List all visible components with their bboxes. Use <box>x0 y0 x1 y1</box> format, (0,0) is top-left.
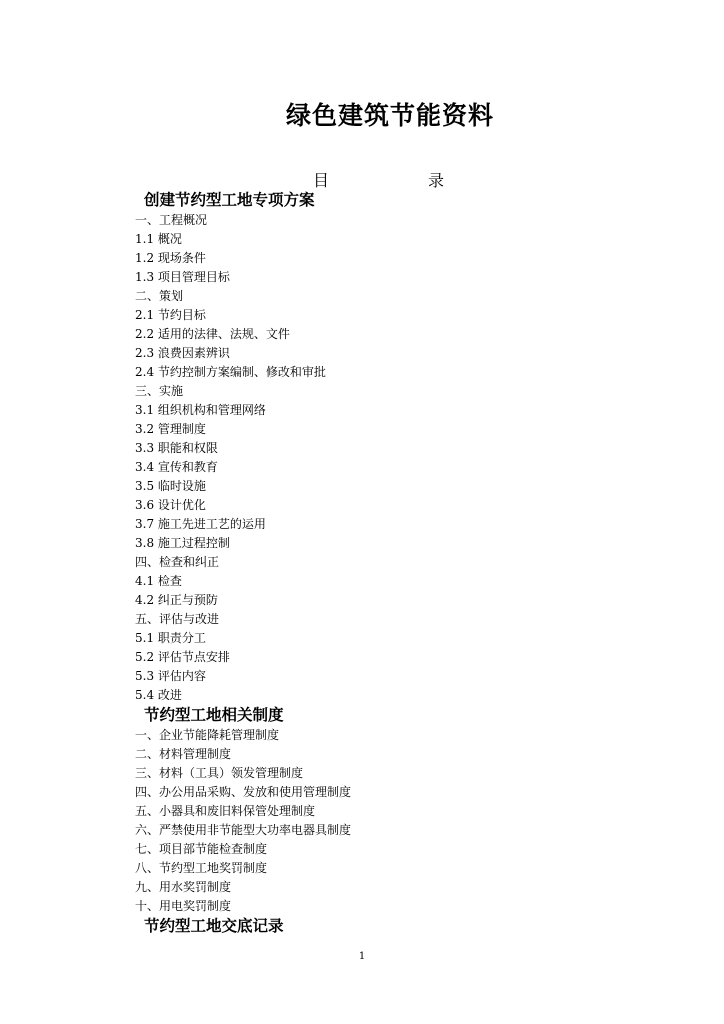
document-title: 绿色建筑节能资料 <box>285 101 494 130</box>
toc-item: 2.1 节约目标 <box>135 308 206 322</box>
section-title: 节约型工地相关制度 <box>144 706 284 724</box>
toc-item: 5.1 职责分工 <box>135 631 206 645</box>
toc-heading-char-1: 目 <box>313 171 330 190</box>
toc-item: 1.2 现场条件 <box>135 251 206 265</box>
table-of-contents <box>0 190 724 937</box>
section-title: 节约型工地交底记录 <box>144 917 284 935</box>
toc-item: 5.2 评估节点安排 <box>135 650 230 664</box>
toc-item: 十、用电奖罚制度 <box>135 899 232 913</box>
toc-item: 5.3 评估内容 <box>135 669 206 683</box>
toc-item: 3.8 施工过程控制 <box>135 536 230 550</box>
toc-item: 四、办公用品采购、发放和使用管理制度 <box>135 785 352 799</box>
toc-item: 3.2 管理制度 <box>135 422 206 436</box>
toc-item: 1.3 项目管理目标 <box>135 270 230 284</box>
section-item-list <box>0 211 724 705</box>
section-title: 创建节约型工地专项方案 <box>144 191 315 209</box>
section-item-list <box>0 726 724 916</box>
toc-item: 2.4 节约控制方案编制、修改和审批 <box>135 365 326 379</box>
toc-heading <box>0 168 724 190</box>
toc-item: 4.1 检查 <box>135 574 182 588</box>
toc-item: 3.1 组织机构和管理网络 <box>135 403 266 417</box>
toc-item: 3.7 施工先进工艺的运用 <box>135 517 266 531</box>
toc-item: 三、实施 <box>135 384 184 398</box>
toc-item: 1.1 概况 <box>135 232 182 246</box>
toc-item: 一、工程概况 <box>135 213 208 227</box>
toc-item: 四、检查和纠正 <box>135 555 220 569</box>
toc-heading-char-2: 录 <box>428 171 445 190</box>
toc-item: 五、小器具和废旧料保管处理制度 <box>135 804 316 818</box>
toc-item: 六、严禁使用非节能型大功率电器具制度 <box>135 823 352 837</box>
toc-item: 5.4 改进 <box>135 688 182 702</box>
toc-item: 3.3 职能和权限 <box>135 441 218 455</box>
toc-item: 三、材料（工具）领发管理制度 <box>135 766 304 780</box>
toc-item: 3.4 宣传和教育 <box>135 460 218 474</box>
toc-item: 九、用水奖罚制度 <box>135 880 232 894</box>
toc-item: 五、评估与改进 <box>135 612 220 626</box>
toc-item: 2.3 浪费因素辨识 <box>135 346 230 360</box>
toc-item: 4.2 纠正与预防 <box>135 593 218 607</box>
toc-item: 3.5 临时设施 <box>135 479 206 493</box>
toc-item: 一、企业节能降耗管理制度 <box>135 728 280 742</box>
toc-item: 七、项目部节能检查制度 <box>135 842 268 856</box>
toc-item: 二、材料管理制度 <box>135 747 232 761</box>
toc-item: 二、策划 <box>135 289 184 303</box>
toc-item: 2.2 适用的法律、法规、文件 <box>135 327 290 341</box>
page-number: 1 <box>358 951 366 962</box>
toc-item: 八、节约型工地奖罚制度 <box>135 861 268 875</box>
toc-item: 3.6 设计优化 <box>135 498 206 512</box>
